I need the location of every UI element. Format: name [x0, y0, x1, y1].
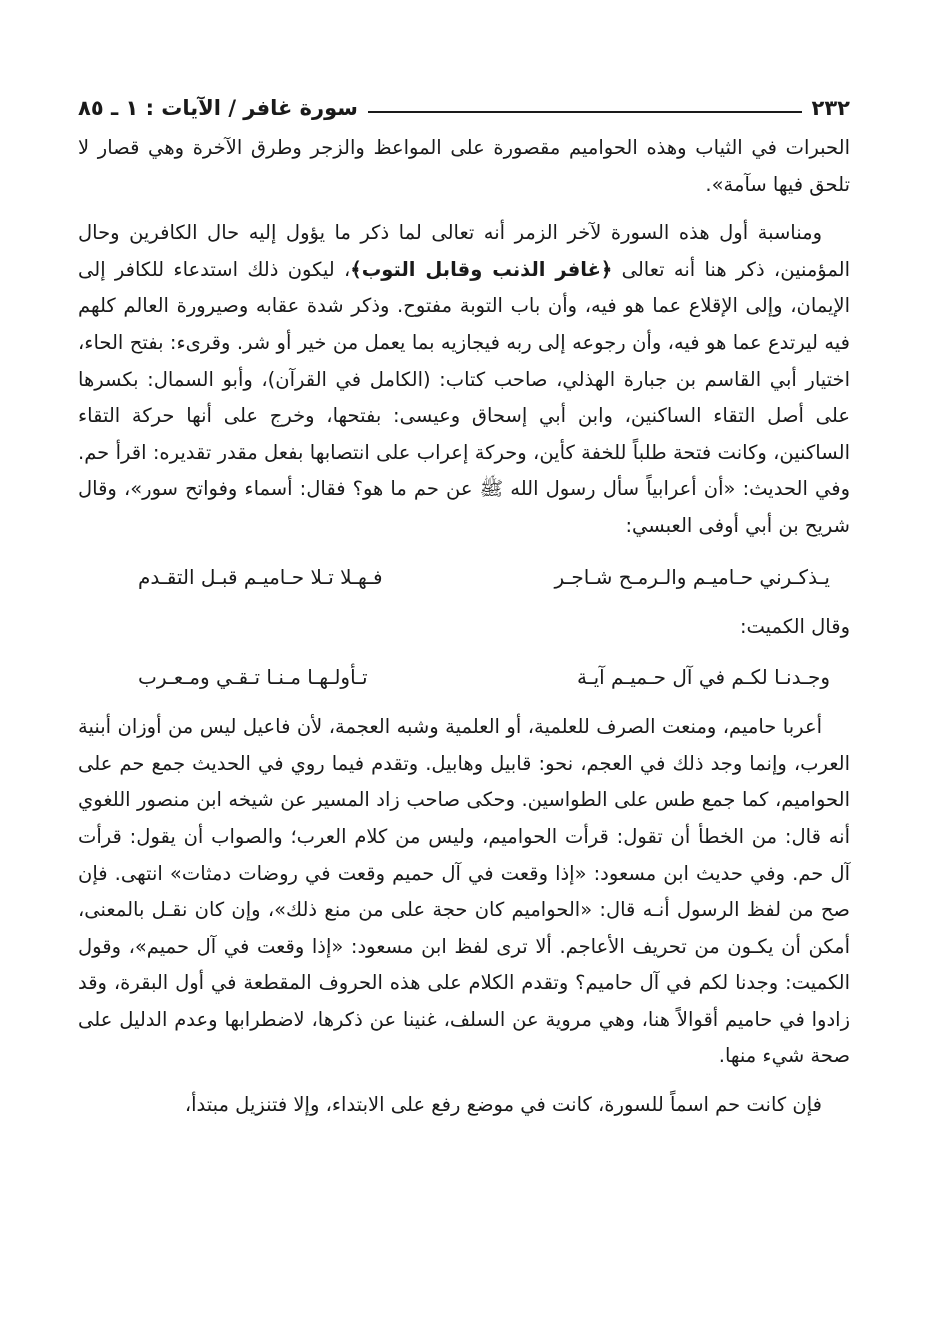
paragraph-2-part-a: ومناسبة أول هذه السورة لآخر الزمر أنه تعالى لما ذكر ما يؤول إليه حال الكافرين وحال المؤمنين، ذكر هنا أنه تعالى: [78, 221, 850, 281]
kumait-label: وقال الكميت:: [739, 614, 850, 638]
paragraph-2: [78, 215, 850, 544]
paragraph-2-part-b: ، ليكون ذلك استدعاء للكافر إلى الإيمان، وإلى الإقلاع عما هو فيه، وأن باب التوبة مفتوح. وذكر شدة عقابه وصيرورة العالم كلهم فيه ليرتدع عما هو فيه، وأن رجوعه إلى ربه فيجازيه بما يعمل من خير أو شر. وقرىء: بفتح الحاء، اختيار أبي القاسم بن جبارة الهذلي، صاحب كتاب: (الكامل في القرآن)، وأبو السمال: بكسرها على أصل التقاء الساكنين، وابن أبي إسحاق وعيسى: بفتحها، وخرج على أنها حركة التقاء الساكنين، وكانت فتحة طلباً للخفة كأين، وحركة إعراب على انتصابها بفعل مقدر تقديره: اقرأ حم. وفي الحديث: «أن أعرابياً سأل رسول الله ﷺ عن حم ما هو؟ فقال: أسماء وفواتح سور»، وقال شريح بن أبي أوفى العبسي:: [78, 257, 850, 537]
page-body: [78, 130, 850, 1128]
paragraph-1: الحبرات في الثياب وهذه الحواميم مقصورة على المواعظ والزجر وطرق الآخرة وهي قصار لا تلحق فيها سآمة».: [78, 136, 850, 196]
running-title: سورة غافر / الآيات : ١ ـ ٨٥: [78, 96, 358, 120]
quran-quote: ﴿غافر الذنب وقابل التوب﴾: [350, 257, 613, 281]
paragraph-3: أعربا حاميم، ومنعت الصرف للعلمية، أو العلمية وشبه العجمة، لأن فاعيل ليس من أوزان أبنية العرب، وإنما وجد ذلك في العجم، نحو: قابيل وهابيل. وتقدم فيما روي في الحديث جمع حم على الحواميم، كما جمع طس على الطواسين. وحكى صاحب زاد المسير عن شيخه ابن منصور اللغوي أنه قال: من الخطأ أن تقول: قرأت الحواميم، وليس من كلام العرب؛ والصواب أن يقول: قرأت آل حم. وفي حديث ابن مسعود: «إذا وقعت في آل حميم وقعت في روضات دمثات» انتهى. فإن صح من لفظ الرسول أنـه قال: «الحواميم كان حجة على من منع ذلك»، وإن كان نقـل بالمعنى، أمكن أن يكـون من تحريف الأعاجم. ألا ترى لفظ ابن مسعود: «إذا وقعت في آل حميم»، وقول الكميت: وجدنا لكم في آل حاميم؟ وتقدم الكلام على هذه الحروف المقطعة في أول البقرة، وقد زادوا في حاميم أقوالاً هنا، وهي مروية عن السلف، غنينا عن ذكرها، لاضطرابها وعدم الدليل على صحة شيء منها.: [78, 715, 850, 1068]
paragraph-4: فإن كانت حم اسماً للسورة، كانت في موضع رفع على الابتداء، وإلا فتنزيل مبتدأ،: [184, 1093, 822, 1117]
verse-2-second-hemistich: تـأولـهـا مـنـا تـقـي ومـعـرب: [138, 665, 368, 690]
verse-1-second-hemistich: فـهـلا تـلا حـاميـم قبـل التقـدم: [138, 564, 383, 589]
page-header: [78, 84, 850, 120]
poem-verse-1: [138, 559, 830, 595]
verse-2-first-hemistich: وجـدنـا لكـم في آل حـميـم آيـة: [576, 665, 830, 690]
poem-verse-2: [138, 659, 830, 695]
page-number: ٢٣٢: [811, 96, 850, 120]
verse-1-first-hemistich: يـذكـرني حـاميـم والـرمـح شـاجـر: [554, 564, 830, 589]
header-rule: [368, 111, 802, 113]
